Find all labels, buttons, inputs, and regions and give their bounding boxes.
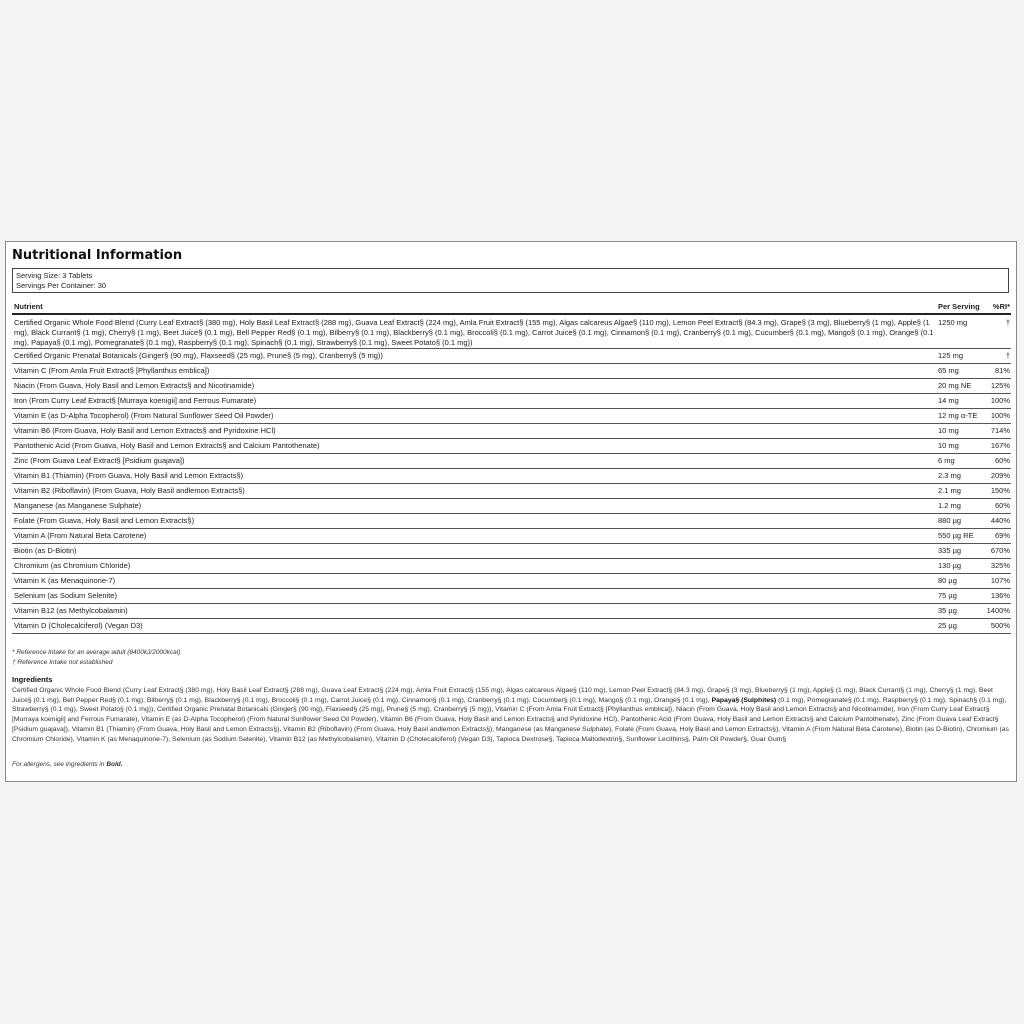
table-row xyxy=(12,439,1011,454)
per-serving-amount: 65 mg xyxy=(938,366,959,375)
table-row xyxy=(12,619,1011,634)
ingredients-text xyxy=(12,686,1011,744)
table-row xyxy=(12,514,1011,529)
table-header-row xyxy=(12,300,1011,315)
nutrient-name: Selenium (as Sodium Selenite) xyxy=(14,591,117,600)
ingredients-text-before: Certified Organic Whole Food Blend (Curry Leaf Extract§ (380 mg), Holy Basil Leaf Extract§ (288 mg), Guava Leaf Extract§ (224 mg), Amla Fruit Extract§ (155 mg), Algas calcareus Algae§ (110 mg), Lemon Peel Extract§ (84.3 mg), Grape§ (3 mg), Blueberry§ (1 mg), Apple§ (1 mg), Black Currant§ (1 mg), Cherry§ (1 mg), Beet Juice§ (0.1 mg), Bell Pepper Red§ (0.1 mg), Bilberry§ (0.1 mg), Blackberry§ (0.1 mg), Broccoli§ (0.1 mg), Carrot Juice§ (0.1 mg), Cinnamon§ (0.1 mg), Cranberry§ (0.1 mg), Cucumber§ (0.1 mg), Mango§ (0.1 mg), Orange§ (0.1 mg), xyxy=(12,687,993,704)
ri-percent: 69% xyxy=(994,531,1010,540)
per-serving-amount: 10 mg xyxy=(938,426,959,435)
table-row xyxy=(12,574,1011,589)
table-row xyxy=(12,604,1011,619)
per-serving-amount: 14 mg xyxy=(938,396,959,405)
nutrient-name: Niacin (From Guava, Holy Basil and Lemon Extracts§ and Nicotinamide) xyxy=(14,381,255,390)
ri-percent: 100% xyxy=(990,411,1010,420)
per-serving-amount: 35 µg xyxy=(938,606,957,615)
table-body xyxy=(12,315,1011,634)
per-serving-amount: 125 mg xyxy=(938,351,964,360)
header-ri: %RI* xyxy=(992,301,1010,311)
per-serving-amount: 880 µg xyxy=(938,516,962,525)
per-serving-amount: 6 mg xyxy=(938,456,955,465)
nutrient-name: Chromium (as Chromium Chloride) xyxy=(14,561,131,570)
table-row xyxy=(12,499,1011,514)
table-row xyxy=(12,469,1011,484)
per-serving-amount: 75 µg xyxy=(938,591,957,600)
ri-percent: 325% xyxy=(990,561,1010,570)
servings-per-container: Servings Per Container: 30 xyxy=(16,281,107,290)
ri-percent: 60% xyxy=(994,501,1010,510)
footnote-ri: * Reference Intake for an average adult (8400kJ/2000kcal) xyxy=(12,649,181,656)
table-row xyxy=(12,484,1011,499)
nutrient-name: Certified Organic Whole Food Blend (Curry Leaf Extract§ (380 mg), Holy Basil Leaf Extract§ (288 mg), Guava Leaf Extract§ (224 mg), Amla Fruit Extract§ (155 mg), Algas calcareus Algae§ (110 mg), Lemon Peel Extract§ (84.3 mg), Grape§ (3 mg), Blueberry§ (1 mg), Apple§ (1 mg), Black Currant§ (1 mg), Cherry§ (1 mg), Beet Juice§ (0.1 mg), Bell Pepper Red§ (0.1 mg), Bilberry§ (0.1 mg), Blackberry§ (0.1 mg), Broccoli§ (0.1 mg), Carrot Juice§ (0.1 mg), Cinnamon§ (0.1 mg), Cranberry§ (0.1 mg), Cucumber§ (0.1 mg), Mango§ (0.1 mg), Orange§ (0.1 mg), Papaya§ (0.1 mg), Pomegranate§ (0.1 mg), Raspberry§ (0.1 mg), Spinach§ (0.1 mg), Strawberry§ (0.1 mg), Sweet Potato§ (0.1 mg)) xyxy=(14,318,934,347)
table-row xyxy=(12,559,1011,574)
ri-percent: 150% xyxy=(990,486,1010,495)
per-serving-amount: 2.1 mg xyxy=(938,486,961,495)
nutrient-name: Biotin (as D-Biotin) xyxy=(14,546,77,555)
nutrient-name: Vitamin D (Cholecalciferol) (Vegan D3) xyxy=(14,621,143,630)
nutrient-name: Manganese (as Manganese Sulphate) xyxy=(14,501,142,510)
table-row xyxy=(12,454,1011,469)
nutrient-name: Vitamin B2 (Riboflavin) (From Guava, Holy Basil andlemon Extracts§) xyxy=(14,486,245,495)
page-title: Nutritional Information xyxy=(12,248,183,263)
per-serving-amount: 10 mg xyxy=(938,441,959,450)
ri-percent: † xyxy=(1005,351,1010,360)
nutrient-name: Zinc (From Guava Leaf Extract§ [Psidium guajava]) xyxy=(14,456,185,465)
per-serving-amount: 335 µg xyxy=(938,546,962,555)
ri-percent: 1400% xyxy=(986,606,1010,615)
per-serving-amount: 20 mg NE xyxy=(938,381,972,390)
nutrient-name: Vitamin C (From Amla Fruit Extract§ [Phyllanthus emblica]) xyxy=(14,366,210,375)
header-per-serving: Per Serving xyxy=(938,301,980,311)
ri-percent: 714% xyxy=(990,426,1010,435)
nutrient-name: Vitamin E (as D-Alpha Tocopherol) (From Natural Sunflower Seed Oil Powder) xyxy=(14,411,274,420)
per-serving-amount: 1.2 mg xyxy=(938,501,961,510)
table-row xyxy=(12,379,1011,394)
ingredients-allergen-bold: Papaya§ (Sulphites) xyxy=(711,696,777,704)
nutrient-name: Folate (From Guava, Holy Basil and Lemon Extracts§) xyxy=(14,516,195,525)
per-serving-amount: 1250 mg xyxy=(938,318,968,327)
ri-percent: † xyxy=(1005,318,1010,327)
per-serving-amount: 2.3 mg xyxy=(938,471,961,480)
per-serving-amount: 12 mg α-TE xyxy=(938,411,978,420)
nutrient-name: Vitamin B12 (as Methylcobalamin) xyxy=(14,606,128,615)
ri-percent: 125% xyxy=(990,381,1010,390)
nutrient-name: Vitamin B1 (Thiamin) (From Guava, Holy Basil and Lemon Extracts§) xyxy=(14,471,244,480)
per-serving-amount: 25 µg xyxy=(938,621,957,630)
footnotes xyxy=(12,648,180,668)
allergen-note-bold: Bold. xyxy=(106,761,123,768)
table-row xyxy=(12,529,1011,544)
table-row xyxy=(12,364,1011,379)
nutrient-name: Certified Organic Prenatal Botanicals (Ginger§ (90 mg), Flaxseed§ (25 mg), Prune§ (5 mg), Cranberry§ (5 mg)) xyxy=(14,351,383,360)
table-row xyxy=(12,424,1011,439)
serving-size: Serving Size: 3 Tablets xyxy=(16,271,93,280)
ri-percent: 167% xyxy=(990,441,1010,450)
ri-percent: 107% xyxy=(990,576,1010,585)
ri-percent: 60% xyxy=(994,456,1010,465)
ri-percent: 670% xyxy=(990,546,1010,555)
nutrient-name: Iron (From Curry Leaf Extract§ [Murraya koenigii] and Ferrous Fumarate) xyxy=(14,396,257,405)
nutrition-panel xyxy=(5,241,1017,782)
per-serving-amount: 130 µg xyxy=(938,561,962,570)
per-serving-amount: 80 µg xyxy=(938,576,957,585)
table-row xyxy=(12,544,1011,559)
nutrient-name: Vitamin K (as Menaquinone-7) xyxy=(14,576,116,585)
footnote-dagger: † Reference Intake not established xyxy=(12,659,113,666)
ri-percent: 81% xyxy=(994,366,1010,375)
table-row xyxy=(12,349,1011,364)
table-row xyxy=(12,394,1011,409)
ri-percent: 136% xyxy=(990,591,1010,600)
table-row xyxy=(12,315,1011,349)
allergen-note-text: For allergens, see ingredients in xyxy=(12,761,107,768)
allergen-note xyxy=(12,761,123,768)
nutrient-name: Vitamin A (From Natural Beta Carotene) xyxy=(14,531,147,540)
nutrient-name: Pantothenic Acid (From Guava, Holy Basil and Lemon Extracts§ and Calcium Pantothenate) xyxy=(14,441,320,450)
ri-percent: 440% xyxy=(990,516,1010,525)
ingredients-heading: Ingredients xyxy=(12,675,53,684)
ri-percent: 500% xyxy=(990,621,1010,630)
per-serving-amount: 550 µg RE xyxy=(938,531,974,540)
table-row xyxy=(12,589,1011,604)
ingredients-text-after: (0.1 mg), Pomegranate§ (0.1 mg), Raspberry§ (0.1 mg), Spinach§ (0.1 mg), Strawberry§ (0.1 mg), Sweet Potato§ (0.1 mg)), Certified Organic Prenatal Botanicals (Ginger§ (90 mg), Flaxseed§ (25 mg), Prune§ (5 mg), Cranberry§ (5 mg)), Vitamin C (From Amla Fruit Extract§ [Phyllanthus emblica]), Niacin (From Guava, Holy Basil and Lemon Extracts§ and Nicotinamide), Iron (From Curry Leaf Extract§ [Murraya koenigii] and Ferrous Fumarate), Vitamin E (as D-Alpha Tocopherol) (From Natural Sunflower Seed Oil Powder), Vitamin B6 (From Guava, Holy Basil and Lemon Extracts§ and Pyridoxine HCl), Pantothenic Acid (From Guava, Holy Basil and Lemon Extracts§ and Calcium Pantothenate), Zinc (From Guava Leaf Extract§ [Psidium guajava]), Vitamin B1 (Thiamin) (From Guava, Holy Basil and Lemon Extracts§), Vitamin B2 (Riboflavin) (From Guava, Holy Basil andlemon Extracts§), Manganese (as Manganese Sulphate), Folate (From Guava, Holy Basil and Lemon Extracts§), Vitamin A (From Natural Beta Carotene), Biotin (as D-Biotin), Chromium (as Chromium Chloride), Vitamin K (as Menaquinone-7), Selenium (as Sodium Selenite), Vitamin B12 (as Methylcobalamin), Vitamin D (Cholecalciferol) (Vegan D3), Tapioca Dextrose§, Tapioca Maltodextrin§, Sunflower Lecithins§, Palm Oil Powder§, Guar Gum§ xyxy=(12,696,1009,743)
ri-percent: 100% xyxy=(990,396,1010,405)
ri-percent: 209% xyxy=(990,471,1010,480)
header-nutrient: Nutrient xyxy=(14,301,43,311)
nutrient-name: Vitamin B6 (From Guava, Holy Basil and Lemon Extracts§ and Pyridoxine HCl) xyxy=(14,426,276,435)
nutrient-table xyxy=(12,300,1011,634)
table-row xyxy=(12,409,1011,424)
serving-info-box xyxy=(12,268,1009,293)
